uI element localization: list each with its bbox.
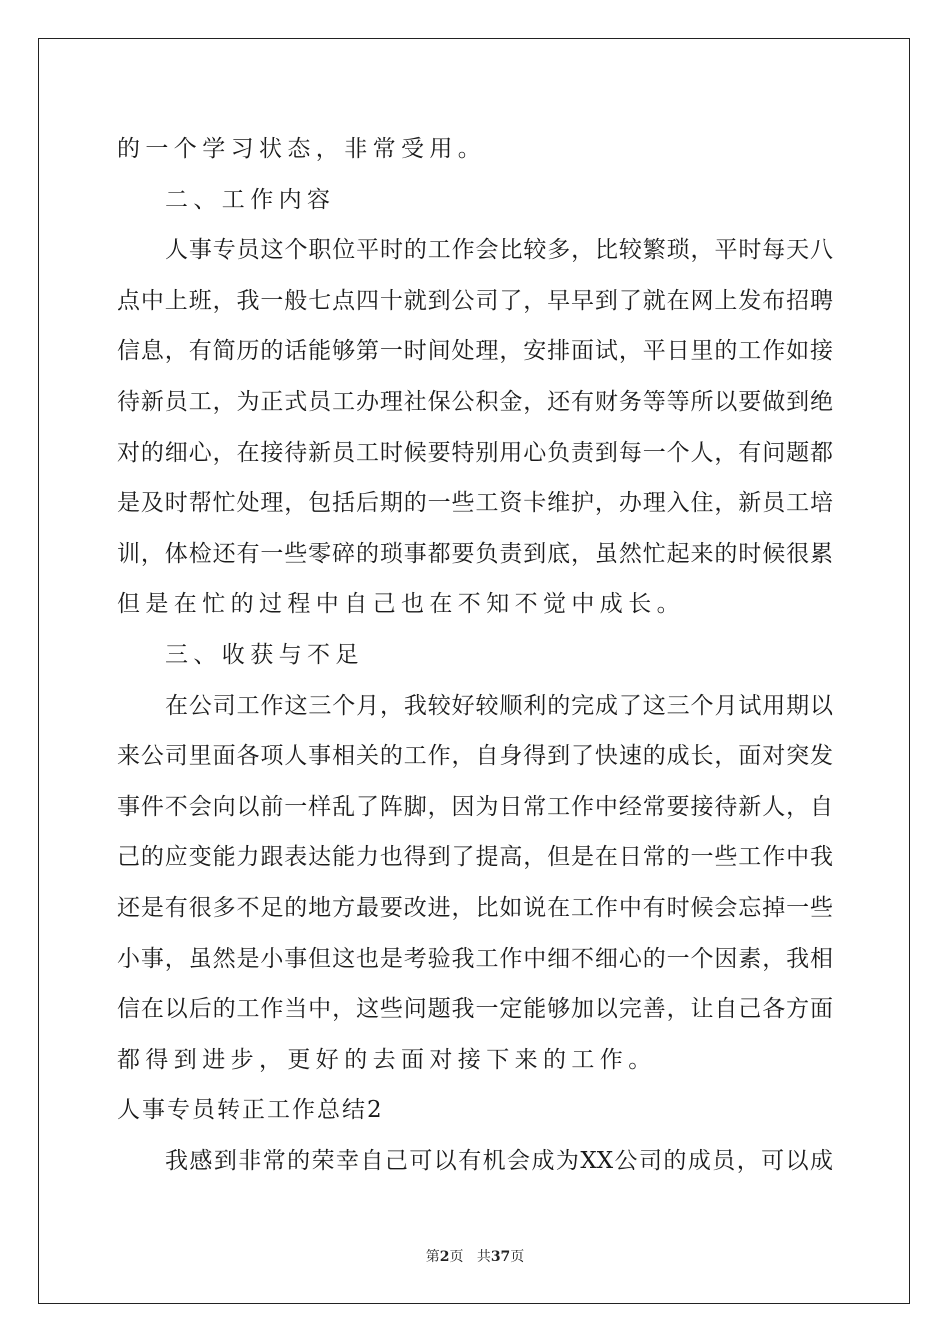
paragraph-line: 还是有很多不足的地方最要改进，比如说在工作中有时候会忘掉一些 bbox=[117, 894, 833, 921]
paragraph-line: 但是在忙的过程中自己也在不知不觉中成长。 bbox=[117, 591, 685, 618]
paragraph-line: 对的细心，在接待新员工时候要特别用心负责到每一个人，有问题都 bbox=[117, 439, 833, 466]
section-title: 人事专员转正工作总结2 bbox=[117, 1097, 384, 1124]
paragraph-line: 小事，虽然是小事但这也是考验我工作中细不细心的一个因素，我相 bbox=[117, 945, 833, 972]
paragraph-line: 信息，有简历的话能够第一时间处理，安排面试，平日里的工作如接 bbox=[117, 338, 833, 365]
paragraph-line: 训，体检还有一些零碎的琐事都要负责到底，虽然忙起来的时候很累 bbox=[117, 540, 833, 567]
footer-total-prefix: 共 bbox=[476, 1249, 491, 1265]
footer-total-pages: 37 bbox=[490, 1249, 511, 1265]
paragraph-line: 己的应变能力跟表达能力也得到了提高，但是在日常的一些工作中我 bbox=[117, 844, 833, 871]
footer-total-suffix: 页 bbox=[510, 1249, 525, 1265]
paragraph-line: 的一个学习状态，非常受用。 bbox=[117, 136, 487, 162]
paragraph-line: 三、收获与不足 bbox=[165, 641, 364, 668]
footer-page-word: 页 bbox=[449, 1249, 464, 1265]
paragraph-line: 二、工作内容 bbox=[165, 186, 336, 213]
paragraph-line: 在公司工作这三个月，我较好较顺利的完成了这三个月试用期以 bbox=[165, 692, 833, 719]
paragraph-line: 待新员工，为正式员工办理社保公积金，还有财务等等所以要做到绝 bbox=[117, 388, 833, 415]
paragraph-line: 来公司里面各项人事相关的工作，自身得到了快速的成长，面对突发 bbox=[117, 743, 833, 770]
paragraph-line: 人事专员这个职位平时的工作会比较多，比较繁琐，平时每天八 bbox=[165, 237, 833, 264]
page-footer bbox=[0, 1246, 950, 1266]
footer-current-page: 2 bbox=[439, 1249, 450, 1265]
paragraph-line: 都得到进步，更好的去面对接下来的工作。 bbox=[117, 1046, 657, 1073]
paragraph-line: 是及时帮忙处理，包括后期的一些工资卡维护，办理入住，新员工培 bbox=[117, 490, 833, 517]
footer-prefix: 第 bbox=[425, 1249, 440, 1265]
paragraph-line: 事件不会向以前一样乱了阵脚，因为日常工作中经常要接待新人，自 bbox=[117, 793, 833, 820]
paragraph-line: 我感到非常的荣幸自己可以有机会成为XX公司的成员，可以成 bbox=[165, 1147, 833, 1174]
document-body bbox=[117, 124, 833, 1186]
paragraph-line: 信在以后的工作当中，这些问题我一定能够加以完善，让自己各方面 bbox=[117, 996, 833, 1023]
paragraph-line: 点中上班，我一般七点四十就到公司了，早早到了就在网上发布招聘 bbox=[117, 287, 833, 314]
